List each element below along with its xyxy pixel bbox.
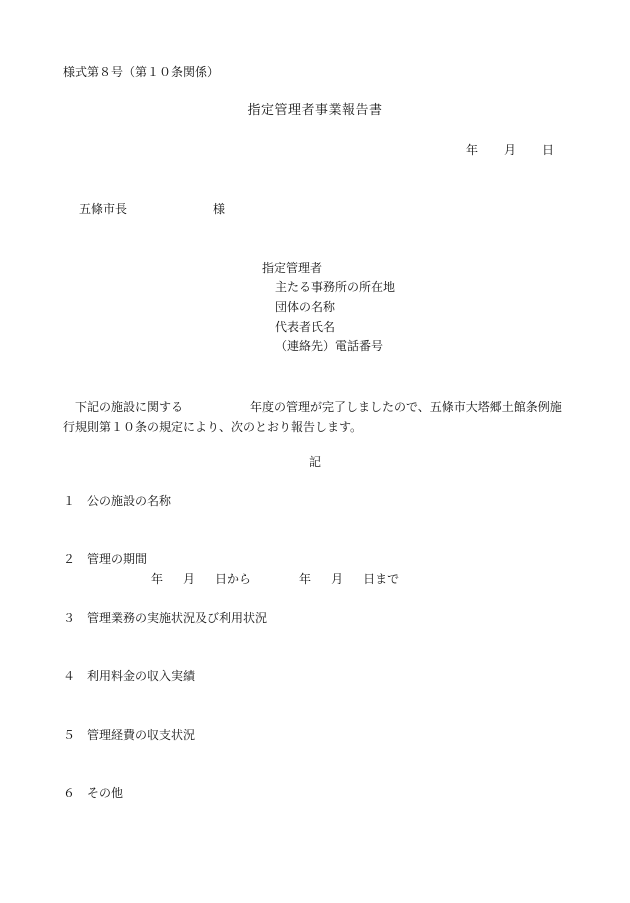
sender-field-phone: （連絡先）電話番号 [275,339,384,353]
body-text-line2: 行規則第１０条の規定により、次のとおり報告します。 [63,420,363,434]
date-day: 日 [542,143,555,157]
item-2 [63,553,147,565]
addressee-honorific: 様 [213,202,226,216]
item-label: 利用料金の収入実績 [87,669,196,683]
item-3 [63,612,267,624]
management-period [151,573,399,585]
item-label: 管理経費の収支状況 [87,728,196,742]
item-1 [63,495,171,507]
period-year: 年 [151,572,164,586]
body-text-part2: 年度の管理が完了しましたので、五條市大塔郷土館条例施 [250,400,562,414]
period-month2: 月 [331,572,344,586]
addressee [79,203,225,215]
item-label: 管理業務の実施状況及び利用状況 [87,611,268,625]
item-number: ６ [63,786,76,800]
item-6 [63,787,123,799]
form-label: 様式第８号（第１０条関係） [63,65,220,79]
item-label: 公の施設の名称 [87,494,172,508]
period-month: 月 [183,572,196,586]
item-label: 管理の期間 [87,552,148,566]
period-until: 日まで [363,572,400,586]
body-paragraph [63,397,583,437]
item-number: ３ [63,611,76,625]
period-year2: 年 [299,572,312,586]
document-title: 指定管理者事業報告書 [247,103,383,118]
period-from: 日から [215,572,252,586]
item-number: ２ [63,552,76,566]
date-year: 年 [466,143,479,157]
item-number: ４ [63,669,76,683]
ki-heading: 記 [308,455,321,469]
addressee-name: 五條市長 [79,202,128,216]
date-line [466,144,554,156]
date-month: 月 [504,143,517,157]
sender-field-address: 主たる事務所の所在地 [275,280,396,294]
item-label: その他 [87,786,124,800]
sender-field-organization: 団体の名称 [275,300,336,314]
item-5 [63,729,195,741]
item-number: １ [63,494,76,508]
body-text-part1: 下記の施設に関する [75,400,184,414]
item-4 [63,670,195,682]
sender-title: 指定管理者 [262,261,323,275]
sender-field-representative: 代表者氏名 [275,320,336,334]
item-number: ５ [63,728,76,742]
